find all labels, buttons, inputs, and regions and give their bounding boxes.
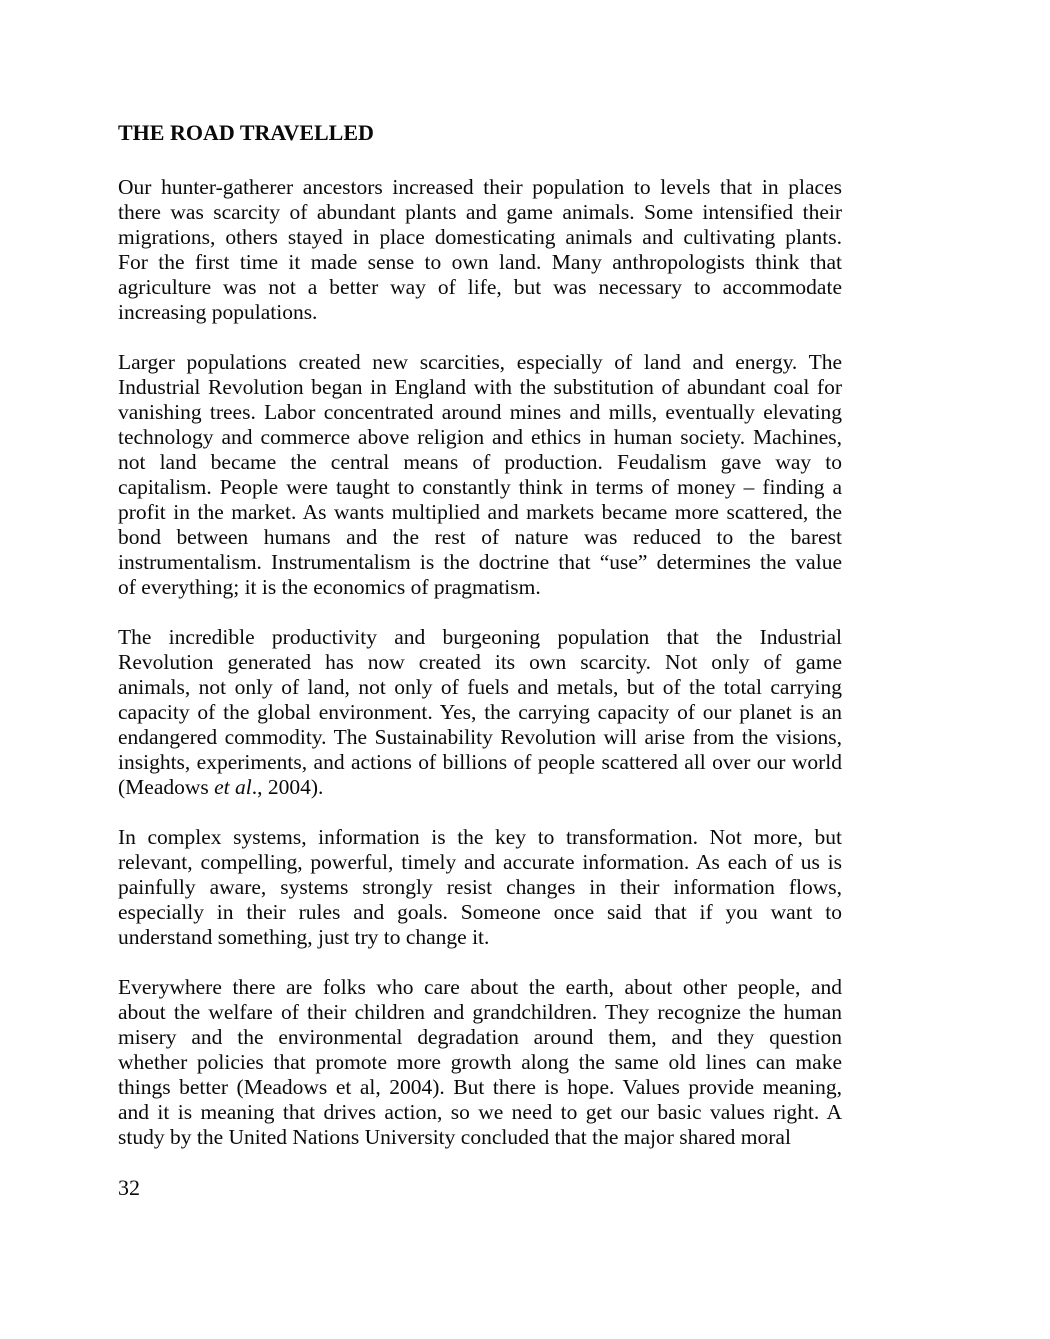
text-line: whether policies that promote more growth along the same old lines can make (118, 1050, 842, 1074)
text-line: Everywhere there are folks who care about the earth, about other people, and (118, 975, 842, 999)
text-line: relevant, compelling, powerful, timely and accurate information. As each of us is (118, 850, 842, 874)
text-line: not land became the central means of production. Feudalism gave way to (118, 450, 842, 474)
text-line: capitalism. People were taught to constantly think in terms of money – finding a (118, 475, 842, 499)
text-line: animals, not only of land, not only of fuels and metals, but of the total carrying (118, 675, 842, 699)
text-line: painfully aware, systems strongly resist changes in their information flows, (118, 875, 842, 899)
text-line: endangered commodity. The Sustainability Revolution will arise from the visions, (118, 725, 842, 749)
text-line: Our hunter-gatherer ancestors increased their population to levels that in places (118, 175, 842, 199)
text-line: especially in their rules and goals. Someone once said that if you want to (118, 900, 842, 924)
text-line: agriculture was not a better way of life, but was necessary to accommodate (118, 275, 842, 299)
paragraph (118, 825, 842, 950)
page-number: 32 (118, 1175, 140, 1200)
text-line: technology and commerce above religion and ethics in human society. Machines, (118, 425, 842, 449)
text-line: Revolution generated has now created its own scarcity. Not only of game (118, 650, 842, 674)
text-line: things better (Meadows et al, 2004). But there is hope. Values provide meaning, (118, 1075, 842, 1099)
text-line: In complex systems, information is the key to transformation. Not more, but (118, 825, 842, 849)
text-line: capacity of the global environment. Yes, the carrying capacity of our planet is an (118, 700, 842, 724)
text-line: vanishing trees. Labor concentrated around mines and mills, eventually elevating (118, 400, 842, 424)
text-line: misery and the environmental degradation around them, and they question (118, 1025, 842, 1049)
text-line: For the first time it made sense to own land. Many anthropologists think that (118, 250, 842, 274)
text-line: insights, experiments, and actions of billions of people scattered all over our world (118, 750, 842, 774)
text-line: instrumentalism. Instrumentalism is the doctrine that “use” determines the value (118, 550, 842, 574)
paragraph (118, 625, 842, 800)
text-line: about the welfare of their children and grandchildren. They recognize the human (118, 1000, 842, 1024)
text-line: bond between humans and the rest of nature was reduced to the barest (118, 525, 842, 549)
text-line: and it is meaning that drives action, so we need to get our basic values right. A (118, 1100, 842, 1124)
text-line: of everything; it is the economics of pragmatism. (118, 575, 541, 599)
paragraph (118, 350, 842, 600)
text-line: The incredible productivity and burgeoning population that the Industrial (118, 625, 842, 649)
text-block (118, 120, 842, 1200)
section-heading: THE ROAD TRAVELLED (118, 120, 374, 145)
text-line: increasing populations. (118, 300, 318, 324)
text-line: study by the United Nations University concluded that the major shared moral (118, 1125, 791, 1149)
text-line: migrations, others stayed in place domesticating animals and cultivating plants. (118, 225, 842, 249)
text-line: understand something, just try to change it. (118, 925, 490, 949)
text-line: Industrial Revolution began in England with the substitution of abundant coal for (118, 375, 842, 399)
text-line: profit in the market. As wants multiplied and markets became more scattered, the (118, 500, 842, 524)
paragraph (118, 975, 842, 1150)
paragraph (118, 175, 842, 325)
text-line: Larger populations created new scarcities, especially of land and energy. The (118, 350, 842, 374)
text-line: (Meadows et al., 2004). (118, 775, 324, 799)
body-paragraphs (118, 175, 842, 1150)
text-line: there was scarcity of abundant plants and game animals. Some intensified their (118, 200, 842, 224)
